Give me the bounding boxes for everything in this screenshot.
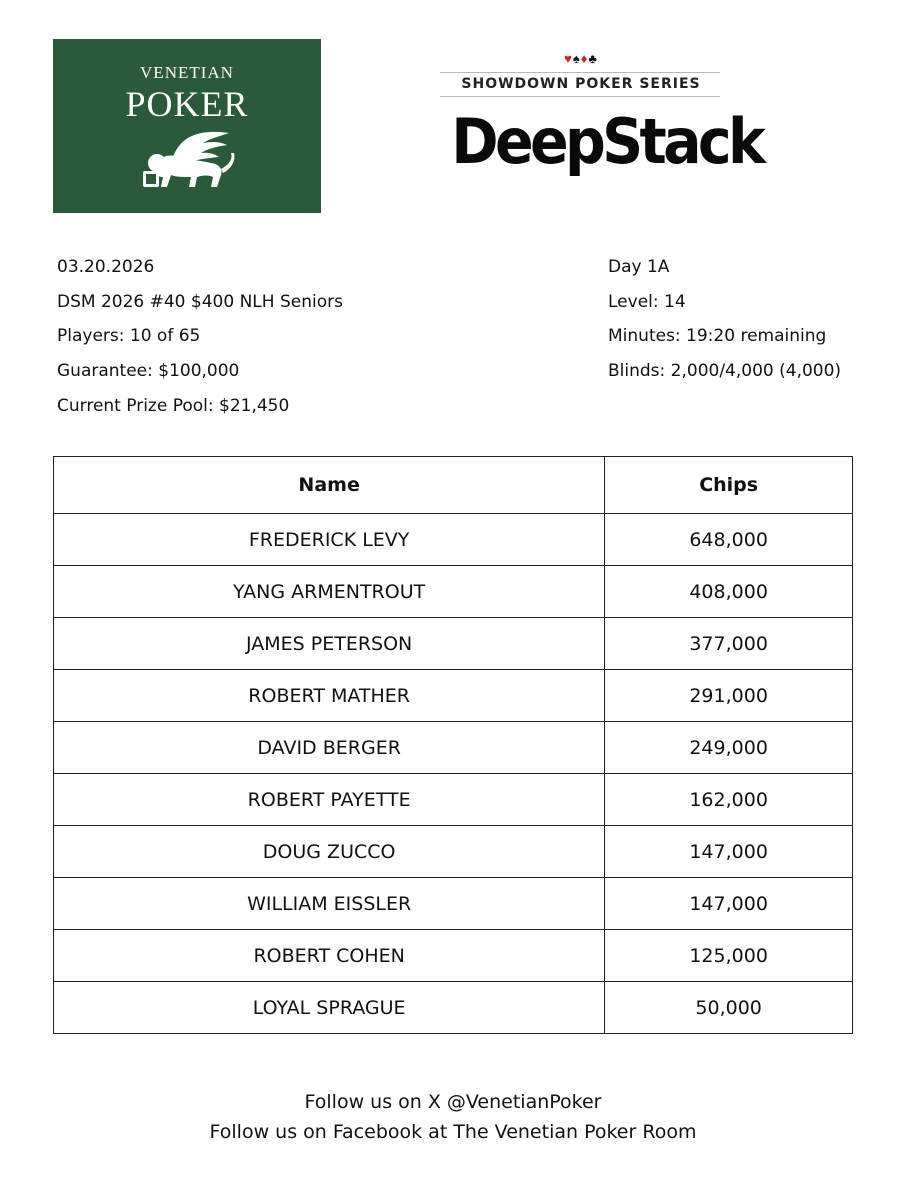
diamond-icon: ♦ (580, 51, 589, 66)
player-name: DOUG ZUCCO (54, 826, 605, 878)
table-row (54, 982, 853, 1034)
player-name: YANG ARMENTROUT (54, 566, 605, 618)
chip-count-table (53, 456, 853, 1034)
player-name: FREDERICK LEVY (54, 514, 605, 566)
prize-pool: Current Prize Pool: $21,450 (57, 395, 290, 416)
chip-count: 408,000 (605, 566, 853, 618)
chip-count: 50,000 (605, 982, 853, 1034)
chips-column-header: Chips (605, 457, 853, 514)
name-column-header: Name (54, 457, 605, 514)
spade-icon: ♠ (572, 51, 581, 66)
minutes-remaining: Minutes: 19:20 remaining (608, 326, 827, 347)
table-row (54, 826, 853, 878)
table-row (54, 722, 853, 774)
chip-count: 147,000 (605, 878, 853, 930)
event-info-right (608, 255, 841, 394)
footer-x-handle: Follow us on X @VenetianPoker (304, 1091, 602, 1113)
table-row (54, 566, 853, 618)
event-day: Day 1A (608, 257, 670, 277)
player-name: ROBERT PAYETTE (54, 774, 605, 826)
player-name: DAVID BERGER (54, 722, 605, 774)
player-name: WILLIAM EISSLER (54, 878, 605, 930)
chip-count: 648,000 (605, 514, 853, 566)
chip-count: 162,000 (605, 774, 853, 826)
divider (440, 96, 720, 97)
divider (440, 72, 720, 73)
venetian-poker-logo (53, 39, 321, 213)
chip-count: 377,000 (605, 618, 853, 670)
table-row (54, 618, 853, 670)
deepstack-brand-wordmark: DeepStack (451, 105, 763, 178)
winged-lion-icon (137, 127, 237, 189)
blinds: Blinds: 2,000/4,000 (4,000) (608, 361, 842, 382)
table-row (54, 774, 853, 826)
footer-facebook: Follow us on Facebook at The Venetian Poker Room (209, 1121, 697, 1143)
event-date: 03.20.2026 (57, 257, 155, 277)
table-row (54, 514, 853, 566)
player-name: ROBERT MATHER (54, 670, 605, 722)
player-name: LOYAL SPRAGUE (54, 982, 605, 1034)
event-title: DSM 2026 #40 $400 NLH Seniors (57, 291, 343, 312)
club-icon: ♣ (588, 51, 598, 66)
heart-icon: ♥ (564, 51, 573, 66)
players-count: Players: 10 of 65 (57, 326, 201, 347)
chip-count: 125,000 (605, 930, 853, 982)
footer (0, 1087, 906, 1147)
chip-count: 147,000 (605, 826, 853, 878)
venetian-logo-line1: VENETIAN (140, 63, 234, 82)
chip-count: 249,000 (605, 722, 853, 774)
deepstack-logo (440, 50, 763, 200)
table-row (54, 670, 853, 722)
chip-count: 291,000 (605, 670, 853, 722)
venetian-logo-line2: POKER (125, 84, 249, 124)
table-header-row (54, 457, 853, 514)
player-name: ROBERT COHEN (54, 930, 605, 982)
card-suits-icon (440, 50, 722, 68)
deepstack-series-label: SHOWDOWN POKER SERIES (461, 76, 701, 92)
player-name: JAMES PETERSON (54, 618, 605, 670)
table-row (54, 930, 853, 982)
event-info-left (57, 255, 343, 428)
blind-level: Level: 14 (608, 291, 686, 312)
table-row (54, 878, 853, 930)
guarantee: Guarantee: $100,000 (57, 361, 240, 382)
